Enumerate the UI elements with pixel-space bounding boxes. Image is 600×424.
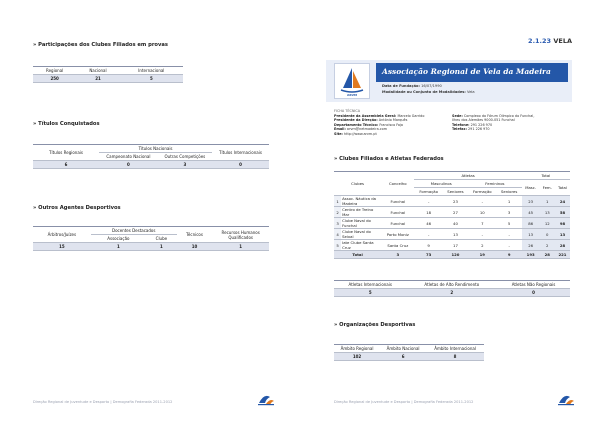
- drjd-logo-icon: [256, 391, 276, 407]
- table-row: [334, 229, 570, 240]
- participacoes-table: [33, 66, 183, 83]
- col-outras: Outras Competições: [158, 153, 212, 161]
- clubes-title: » Clubes Filiados e Atletas Federados: [334, 156, 444, 162]
- col-clube: Clube: [146, 235, 177, 243]
- cell-clube: Centro de Treino Mar: [341, 207, 381, 218]
- modality-value: Vela: [467, 90, 475, 94]
- logo-text: ARVM: [347, 93, 357, 97]
- cell-n: 5: [334, 240, 341, 251]
- email-link[interactable]: arvm@netmadeira.com: [346, 127, 387, 132]
- ficha-label: FICHA TÉCNICA: [334, 109, 361, 113]
- modality-row: [382, 90, 475, 94]
- group-total: Total: [522, 172, 570, 180]
- cell-tot: 13: [555, 229, 570, 240]
- cell-sm: 13: [443, 229, 468, 240]
- col-titulos-internacionais: Títulos Internacionais: [212, 145, 269, 161]
- cell-sm: 27: [443, 207, 468, 218]
- drjd-logo-icon: [556, 391, 576, 407]
- cell-clube: Clube Naval do Seixal: [341, 229, 381, 240]
- table-row: [334, 196, 570, 207]
- cell: 73: [414, 251, 442, 259]
- cell-fem: 12: [540, 218, 555, 229]
- group-titulos-nacionais: Títulos Nacionais: [99, 145, 212, 153]
- cell-n: 2: [334, 207, 341, 218]
- cell: 0: [99, 161, 158, 169]
- site-link[interactable]: http://www.arvm.pt: [343, 131, 377, 136]
- cell: 2: [407, 289, 498, 297]
- table-row: [334, 218, 570, 229]
- ficha-key: Sede:: [452, 113, 463, 118]
- cell-sm: 40: [443, 218, 468, 229]
- cell: 3: [158, 161, 212, 169]
- cell: 28: [540, 251, 555, 259]
- ficha-tecnica-right: [452, 114, 534, 132]
- right-footer: Direção Regional de Juventude e Desporto | Demografia Federada 2011-2012: [334, 400, 474, 404]
- col-clubes: Clubes: [334, 172, 381, 196]
- col-regional: Regional: [33, 67, 76, 75]
- cell-concelho: Porto Moniz: [381, 229, 414, 240]
- cell-masc: 86: [522, 218, 540, 229]
- cell-clube: Assoc. Náutica da Madeira: [341, 196, 381, 207]
- col-nacional: Nacional: [76, 67, 119, 75]
- cell-fem: 13: [540, 207, 555, 218]
- cell-ff: 7: [468, 218, 496, 229]
- founded-row: [382, 84, 442, 88]
- participacoes-title: » Participações dos Clubes Filiados em provas: [33, 42, 168, 48]
- group-femininos: Femininos: [468, 180, 522, 188]
- cell-ff: -: [468, 196, 496, 207]
- ficha-value: António Marquês: [378, 118, 408, 123]
- col-seniores-f: Seniores: [497, 188, 522, 196]
- ficha-key: Telefone:: [452, 122, 470, 127]
- atletas-extra-table: [334, 280, 570, 297]
- arvm-logo: [334, 63, 370, 99]
- cell: 6: [33, 161, 99, 169]
- cell: 0: [212, 161, 269, 169]
- ficha-key: Presidente da Direção:: [334, 118, 378, 123]
- ficha-key: Presidente da Assembleia Geral:: [334, 113, 397, 118]
- cell-fm: -: [414, 229, 442, 240]
- left-footer: Direção Regional de Juventude e Desporto | Demografia Federada 2011-2012: [33, 400, 173, 404]
- cell: 250: [33, 75, 76, 83]
- founded-label: Data de Fundação:: [382, 84, 420, 88]
- col-seniores-m: Seniores: [443, 188, 468, 196]
- cell-sf: -: [497, 240, 522, 251]
- cell: 1: [146, 243, 177, 251]
- cell-sm: 23: [443, 196, 468, 207]
- cell-concelho: Santa Cruz: [381, 240, 414, 251]
- col-ambito-internacional: Âmbito Internacional: [426, 345, 484, 353]
- group-masculinos: Masculinos: [414, 180, 468, 188]
- table-row: [334, 207, 570, 218]
- col-formacao-m: Formação: [414, 188, 442, 196]
- group-atletas: Atletas: [414, 172, 521, 180]
- cell-masc: 26: [522, 240, 540, 251]
- modality-label: Modalidade ou Conjunto de Modalidades:: [382, 90, 466, 94]
- cell-sf: 3: [497, 207, 522, 218]
- page-number: 2.1.23: [528, 37, 552, 45]
- cell-tot: 58: [555, 207, 570, 218]
- cell: 221: [555, 251, 570, 259]
- cell: 9: [497, 251, 522, 259]
- cell-fem: 2: [540, 240, 555, 251]
- cell-concelho: Funchal: [381, 196, 414, 207]
- agentes-table: [33, 226, 269, 251]
- col-recursos: Recursos Humanos Qualificados: [212, 227, 269, 243]
- cell-sf: 1: [497, 196, 522, 207]
- cell: 8: [426, 353, 484, 361]
- cell-n: 4: [334, 229, 341, 240]
- cell-fm: 46: [414, 218, 442, 229]
- cell-n: 3: [334, 218, 341, 229]
- cell-fem: 0: [540, 229, 555, 240]
- cell: 193: [522, 251, 540, 259]
- cell: 5: [120, 75, 183, 83]
- cell-sf: -: [497, 229, 522, 240]
- cell-masc: 23: [522, 196, 540, 207]
- organizacoes-title: » Organizações Desportivas: [334, 322, 416, 328]
- cell-tot: 28: [555, 240, 570, 251]
- cell: 102: [334, 353, 380, 361]
- col-nao-regionais: Atletas Não Regionais: [497, 281, 570, 289]
- cell: 120: [443, 251, 468, 259]
- titulos-title: » Títulos Conquistados: [33, 121, 100, 127]
- col-associacao: Associação: [91, 235, 146, 243]
- cell: 21: [76, 75, 119, 83]
- col-concelho: Concelho: [381, 172, 414, 196]
- ficha-key: Site:: [334, 131, 343, 136]
- cell: 5: [334, 289, 407, 297]
- col-tecnicos: Técnicos: [177, 227, 213, 243]
- ficha-value: 291 226 970: [470, 122, 493, 127]
- cell: 0: [497, 289, 570, 297]
- cell-ff: 10: [468, 207, 496, 218]
- ficha-key: Telefax:: [452, 127, 467, 132]
- cell: 19: [468, 251, 496, 259]
- page-title: VELA: [553, 37, 572, 45]
- cell-masc: 13: [522, 229, 540, 240]
- cell: 15: [33, 243, 91, 251]
- cell-fm: -: [414, 196, 442, 207]
- cell-fem: 1: [540, 196, 555, 207]
- col-titulos-regionais: Títulos Regionais: [33, 145, 99, 161]
- ficha-value: 291 226 970: [468, 127, 490, 132]
- ficha-value: Complexo do Fórum Olímpico do Funchal,: [463, 113, 535, 118]
- cell: 10: [177, 243, 213, 251]
- agentes-title: » Outros Agentes Desportivos: [33, 205, 121, 211]
- col-campeonato: Campeonato Nacional: [99, 153, 158, 161]
- cell-ff: 2: [468, 240, 496, 251]
- cell-tot: 98: [555, 218, 570, 229]
- cell: 6: [380, 353, 426, 361]
- federation-banner: [326, 60, 572, 102]
- clubes-table: [334, 171, 570, 259]
- organizacoes-table: [334, 344, 484, 361]
- cell-tot: 24: [555, 196, 570, 207]
- cell-fm: 9: [414, 240, 442, 251]
- ficha-key: Departamento Técnico:: [334, 122, 379, 127]
- cell: 1: [212, 243, 269, 251]
- ficha-tecnica-left: [334, 109, 424, 137]
- col-ambito-regional: Âmbito Regional: [334, 345, 380, 353]
- cell-concelho: Funchal: [381, 218, 414, 229]
- cell-n: 1: [334, 196, 341, 207]
- page-header: [528, 37, 572, 45]
- col-alto-rendimento: Atletas de Alto Rendimento: [407, 281, 498, 289]
- col-atletas-internacionais: Atletas Internacionais: [334, 281, 407, 289]
- founded-value: 16/07/1990: [421, 84, 442, 88]
- federation-name: Associação Regional de Vela da Madeira: [382, 67, 551, 76]
- cell-clube: Clube Naval do Funchal: [341, 218, 381, 229]
- cell-masc: 45: [522, 207, 540, 218]
- cell: 3: [381, 251, 414, 259]
- ficha-key: Email:: [334, 127, 346, 132]
- cell-concelho: Funchal: [381, 207, 414, 218]
- cell-sf: 5: [497, 218, 522, 229]
- col-masc: Masc.: [522, 180, 540, 196]
- ficha-value: Francisco Faja: [379, 122, 403, 127]
- col-arbitros: Árbitros/Juízes: [33, 227, 91, 243]
- cell-clube: Iate Clube Santa Cruz: [341, 240, 381, 251]
- group-docentes: Docentes Destacados: [91, 227, 177, 235]
- table-row: [334, 240, 570, 251]
- col-ambito-nacional: Âmbito Nacional: [380, 345, 426, 353]
- col-fem: Fem.: [540, 180, 555, 196]
- titulos-table: [33, 144, 269, 169]
- ficha-value: Ilheu dos Alemães 9000-051 Funchal: [452, 118, 515, 123]
- cell-sm: 17: [443, 240, 468, 251]
- col-total: Total: [555, 180, 570, 196]
- cell: 1: [91, 243, 146, 251]
- cell-ff: -: [468, 229, 496, 240]
- cell-fm: 18: [414, 207, 442, 218]
- col-formacao-f: Formação: [468, 188, 496, 196]
- total-label: Total: [334, 251, 381, 259]
- col-internacional: Internacional: [120, 67, 183, 75]
- ficha-value: Marcelo Garrido: [397, 113, 425, 118]
